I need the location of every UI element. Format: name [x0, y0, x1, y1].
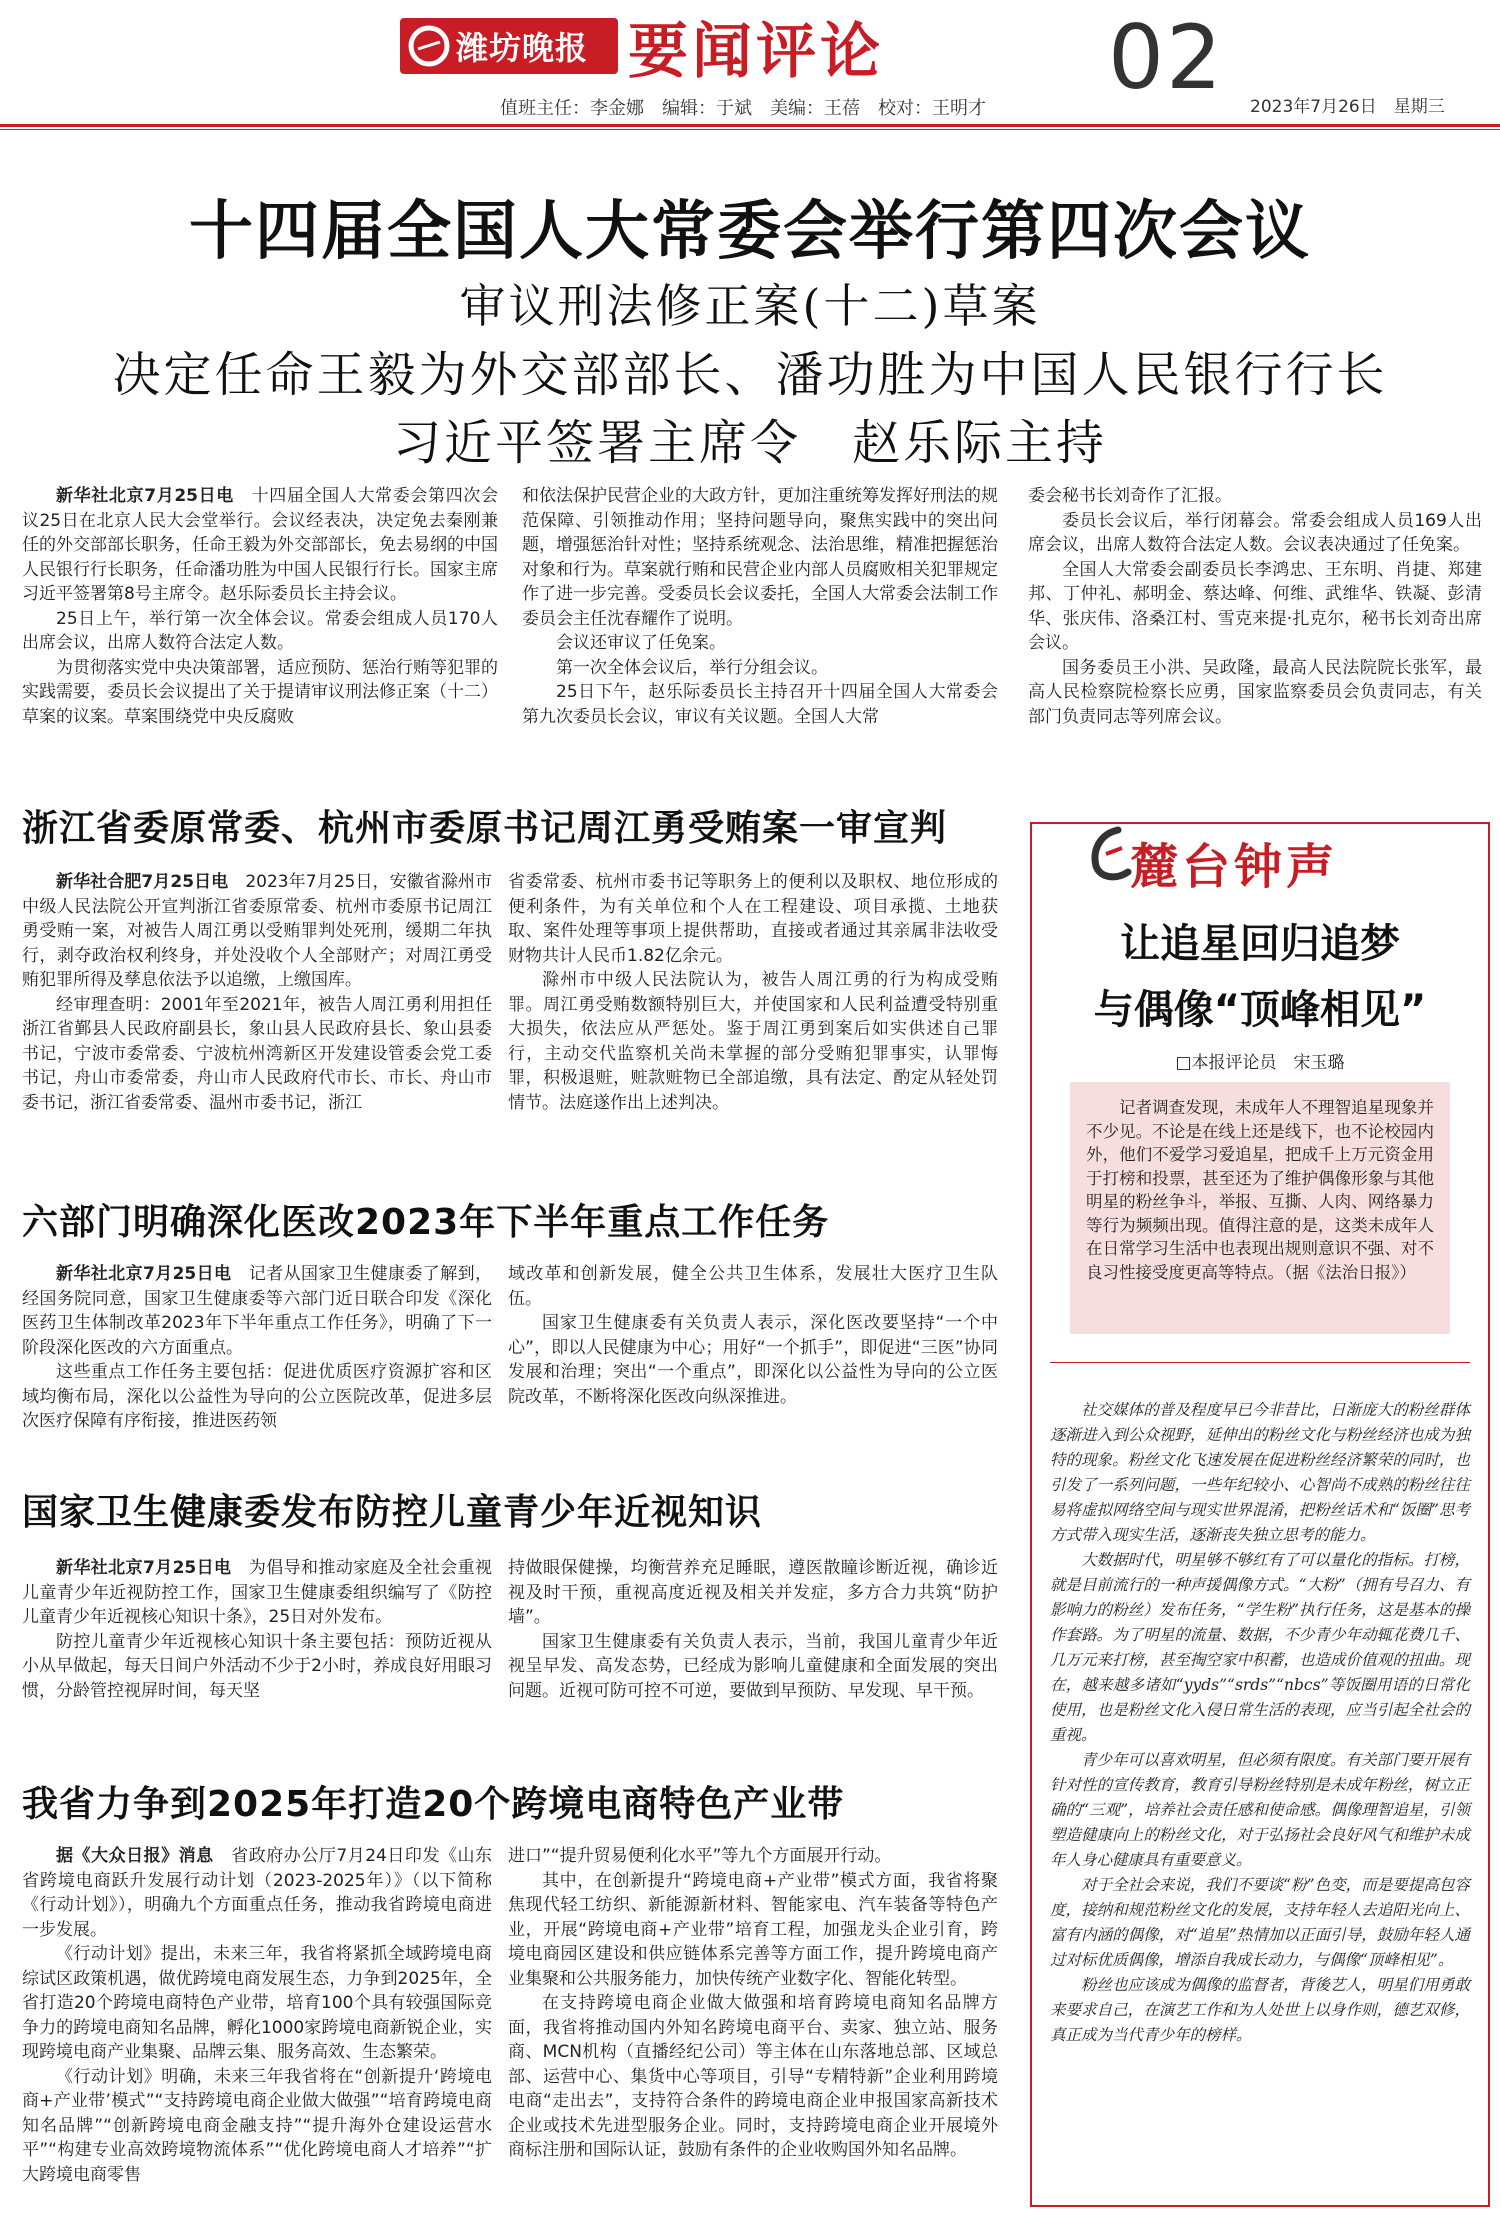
lead-subheadline-2: 决定任命王毅为外交部部长、潘功胜为中国人民银行行长 [112, 347, 1388, 403]
lead-subheadline-3: 习近平签署主席令 赵乐际主持 [392, 415, 1107, 471]
article-2-column-1 [22, 870, 492, 1115]
paragraph: 国家卫生健康委有关负责人表示，当前，我国儿童青少年近视呈早发、高发态势，已经成为影响儿童健康和全面发展的突出问题。近视可防可控不可逆，要做到早预防、早发现、早干预。 [508, 1631, 998, 1701]
commentary-divider [1050, 1362, 1470, 1363]
page-date: 2023年7月26日 星期三 [1250, 97, 1445, 117]
paragraph: 《行动计划》明确，未来三年我省将在“创新提升‘跨境电商+产业带’模式”“支持跨境电商企业做大做强”“培育跨境电商知名品牌”“创新跨境电商金融支持”“提升海外仓建设运营水平”“构建专业高效跨境物流体系”“优化跨境电商人才培养”“扩大跨境电商零售 [22, 2066, 492, 2185]
article-3-headline: 六部门明确深化医改2023年下半年重点工作任务 [22, 1202, 830, 1243]
commentary-column-brand: 麓台钟声 [1130, 839, 1339, 895]
lead-subheadline-1: 审议刑法修正案(十二)草案 [459, 279, 1041, 333]
commentary-quote-box [1070, 1082, 1450, 1334]
paragraph: 新华社北京7月25日电 为倡导和推动家庭及全社会重视儿童青少年近视防控工作，国家卫生健康委组织编写了《防控儿童青少年近视核心知识十条》，25日对外发布。 [22, 1558, 492, 1627]
paragraph: 进口”“提升贸易便利化水平”等九个方面展开行动。 [508, 1846, 892, 1866]
paragraph: 滁州市中级人民法院认为，被告人周江勇的行为构成受贿罪。周江勇受贿数额特别巨大，并使国家和人民利益遭受特别重大损失，依法应从严惩处。鉴于周江勇到案后如实供述自己罪行，主动交代监察机关尚未掌握的部分受贿犯罪事实，认罪悔罪，积极退赃，赃款赃物已全部追缴，具有法定、酌定从轻处罚情节。法庭遂作出上述判决。 [508, 970, 998, 1113]
article-5-column-2 [508, 1844, 998, 2163]
commentary-title-line-2: 与偶像“顶峰相见” [1093, 987, 1427, 1033]
article-2-column-2 [508, 870, 998, 1115]
dateline: 据《大众日报》消息 [56, 1846, 214, 1866]
brush-stroke-icon [1088, 826, 1136, 882]
paragraph: 为贯彻落实党中央决策部署，适应预防、惩治行贿等犯罪的实践需要，委员长会议提出了关于提请审议刑法修正案（十二）草案的议案。草案围绕党中央反腐败 [22, 657, 498, 727]
article-3-column-1 [22, 1262, 492, 1434]
paragraph: 国家卫生健康委有关负责人表示，深化医改要坚持“一个中心”，即以人民健康为中心；用好“一个抓手”，即促进“三医”协同发展和治理；突出“一个重点”，即深化以公益性为导向的公立医院改革，不断将深化医改向纵深推进。 [508, 1313, 998, 1407]
dateline: 新华社北京7月25日电 [56, 1558, 232, 1578]
paragraph: 防控儿童青少年近视核心知识十条主要包括：预防近视从小从早做起，每天日间户外活动不少于2小时，养成良好用眼习惯，分龄管控视屏时间，每天坚 [22, 1631, 492, 1701]
article-3-column-2 [508, 1262, 998, 1409]
lead-article-column-3 [1028, 484, 1482, 729]
paragraph: 经审理查明：2001年至2021年，被告人周江勇利用担任浙江省鄞县人民政府副县长，象山县人民政府县长、象山县委书记，宁波市委常委、宁波杭州湾新区开发建设管委会党工委书记，舟山市委常委，舟山市人民政府代市长、市长、舟山市委书记，浙江省委常委、温州市委书记，浙江 [22, 994, 492, 1113]
staff-credits: 值班主任：李金娜 编辑：于斌 美编：王蓓 校对：王明才 [500, 98, 986, 119]
commentary-paragraph: 青少年可以喜欢明星，但必须有限度。有关部门要开展有针对性的宣传教育，教育引导粉丝特别是未成年粉丝，树立正确的“三观”，培养社会责任感和使命感。偶像理智追星，引领塑造健康向上的粉丝文化，对于弘扬社会良好风气和维护未成年人身心健康具有重要意义。 [1050, 1751, 1470, 1869]
lead-headline: 十四届全国人大常委会举行第四次会议 [189, 195, 1311, 269]
commentary-paragraph: 社交媒体的普及程度早已今非昔比，日渐庞大的粉丝群体逐渐进入到公众视野，延伸出的粉丝文化与粉丝经济也成为独特的现象。粉丝文化飞速发展在促进粉丝经济繁荣的同时，也引发了一系列问题，一些年纪较小、心智尚不成熟的粉丝往往易将虚拟网络空间与现实世界混淆，把粉丝话术和“饭圈”思考方式带入现实生活，逐渐丧失独立思考的能力。 [1050, 1401, 1470, 1544]
paragraph: 这些重点工作任务主要包括：促进优质医疗资源扩容和区域均衡布局，深化以公益性为导向的公立医院改革，促进多层次医疗保障有序衔接，推进医药领 [22, 1362, 492, 1431]
paragraph: 委会秘书长刘奇作了汇报。 [1028, 486, 1232, 506]
commentary-author: □本报评论员 宋玉璐 [1175, 1053, 1345, 1073]
article-4-column-2 [508, 1556, 998, 1703]
paragraph: 新华社北京7月25日电 十四届全国人大常委会第四次会议25日在北京人民大会堂举行。会议经表决，决定免去秦刚兼任的外交部部长职务，任命王毅为外交部部长，免去易纲的中国人民银行行长职务，任命潘功胜为中国人民银行行长。国家主席习近平签署第8号主席令。赵乐际委员长主持会议。 [22, 486, 498, 604]
dateline: 新华社北京7月25日电 [56, 486, 234, 506]
paragraph: 国务委员王小洪、吴政隆，最高人民法院院长张军，最高人民检察院检察长应勇，国家监察委员会负责同志，有关部门负责同志等列席会议。 [1028, 657, 1482, 727]
paragraph: 第一次全体会议后，举行分组会议。 [556, 657, 828, 678]
article-4-column-1 [22, 1556, 492, 1703]
article-5-column-1 [22, 1844, 492, 2187]
commentary-quote-text: 记者调查发现，未成年人不理智追星现象并不少见。不论是在线上还是线下，也不论校园内外，他们不爱学习爱追星，把成千上万元资金用于打榜和投票，甚至还为了维护偶像形象与其他明星的粉丝争斗，举报、互撕、人肉、网络暴力等行为频频出现。值得注意的是，这类未成年人在日常学习生活中也表现出规则意识不强、对不良习性接受度更高等特点。（据《法治日报》） [1086, 1098, 1434, 1282]
commentary-title-line-1: 让追星回归追梦 [1120, 921, 1400, 967]
newspaper-logo-icon [406, 23, 452, 69]
article-4-headline: 国家卫生健康委发布防控儿童青少年近视知识 [22, 1492, 763, 1533]
paragraph: 25日下午，赵乐际委员长主持召开十四届全国人大常委会第九次委员长会议，审议有关议题。全国人大常 [522, 682, 998, 727]
commentary-body [1050, 1398, 1470, 2048]
masthead-rule-thin [0, 129, 1500, 130]
commentary-paragraph: 对于全社会来说，我们不要谈“粉”色变，而是要提高包容度，接纳和规范粉丝文化的发展，支持年轻人去追阳光向上、富有内涵的偶像，对“追星”热情加以正面引导，鼓励年轻人通过对标优质偶像，增添自我成长动力，与偶像“顶峰相见”。 [1050, 1876, 1470, 1969]
paragraph: 委员长会议后，举行闭幕会。常委会组成人员169人出席会议，出席人数符合法定人数。会议表决通过了任免案。 [1028, 510, 1482, 555]
paragraph: 会议还审议了任免案。 [556, 633, 726, 653]
paragraph: 省委常委、杭州市委书记等职务上的便利以及职权、地位形成的便利条件，为有关单位和个人在工程建设、项目承揽、土地获取、案件处理等事项上提供帮助，直接或者通过其亲属非法收受财物共计人民币1.82亿余元。 [508, 872, 998, 966]
lead-article-column-1 [22, 484, 498, 729]
paragraph: 域改革和创新发展，健全公共卫生体系，发展壮大医疗卫生队伍。 [508, 1264, 998, 1309]
article-2-headline: 浙江省委原常委、杭州市委原书记周江勇受贿案一审宣判 [22, 808, 948, 849]
page-number: 02 [1108, 6, 1224, 109]
commentary-paragraph: 大数据时代，明星够不够红有了可以量化的指标。打榜，就是目前流行的一种声援偶像方式。“大粉”（拥有号召力、有影响力的粉丝）发布任务，“学生粉”执行任务，这是基本的操作套路。为了明星的流量、数据，不少青少年动辄花费几千、几万元来打榜，甚至掏空家中积蓄，也造成价值观的扭曲。现在，越来越多诸如“yyds”“srds”“nbcs”等饭圈用语的日常化使用，也是粉丝文化入侵日常生活的表现，应当引起全社会的重视。 [1050, 1551, 1470, 1744]
paragraph: 新华社合肥7月25日电 2023年7月25日，安徽省滁州市中级人民法院公开宣判浙江省委原常委、杭州市委原书记周江勇受贿一案，对被告人周江勇以受贿罪判处死刑，缓期二年执行，剥夺政治权利终身，并处没收个人全部财产；对周江勇受贿犯罪所得及孳息依法予以追缴，上缴国库。 [22, 872, 492, 990]
masthead-logo [400, 18, 618, 74]
paragraph: 在支持跨境电商企业做大做强和培育跨境电商知名品牌方面，我省将推动国内外知名跨境电商平台、卖家、独立站、服务商、MCN机构（直播经纪公司）等主体在山东落地总部、区域总部、运营中心、集货中心等项目，引导“专精特新”企业利用跨境电商“走出去”，支持符合条件的跨境电商企业申报国家高新技术企业或技术先进型服务企业。同时，支持跨境电商企业开展境外商标注册和国际认证，鼓励有条件的企业收购国外知名品牌。 [508, 1993, 998, 2160]
paragraph: 25日上午，举行第一次全体会议。常委会组成人员170人出席会议，出席人数符合法定人数。 [22, 608, 498, 653]
paragraph: 《行动计划》提出，未来三年，我省将紧抓全域跨境电商综试区政策机遇，做优跨境电商发展生态，力争到2025年，全省打造20个跨境电商特色产业带，培育100个具有较强国际竞争力的跨境电商知名品牌，孵化1000家跨境电商新锐企业，实现跨境电商产业集聚、品牌云集、服务高效、生态繁荣。 [22, 1944, 492, 2062]
lead-article-column-2 [522, 484, 998, 729]
masthead-rule [0, 124, 1500, 127]
dateline: 新华社北京7月25日电 [56, 1264, 232, 1284]
article-5-headline: 我省力争到2025年打造20个跨境电商特色产业带 [22, 1784, 845, 1825]
section-title: 要闻评论 [628, 17, 884, 87]
paragraph: 其中，在创新提升“跨境电商+产业带”模式方面，我省将聚焦现代轻工纺织、新能源新材料、智能家电、汽车装备等特色产业，开展“跨境电商+产业带”培育工程，加强龙头企业引育，跨境电商园区建设和供应链体系完善等方面工作，提升跨境电商产业集聚和公共服务能力，加快传统产业数字化、智能化转型。 [508, 1870, 998, 1989]
dateline: 新华社合肥7月25日电 [56, 872, 229, 892]
newspaper-name: 潍坊晚报 [456, 29, 589, 67]
paragraph: 和依法保护民营企业的大政方针，更加注重统筹发挥好刑法的规范保障、引领推动作用；坚持问题导向，聚焦实践中的突出问题，增强惩治针对性；坚持系统观念、法治思维，精准把握惩治对象和行为。草案就行贿和民营企业内部人员腐败相关犯罪规定作了进一步完善。受委员长会议委托，全国人大常委会法制工作委员会主任沈春耀作了说明。 [522, 486, 998, 629]
paragraph: 据《大众日报》消息 省政府办公厅7月24日印发《山东省跨境电商跃升发展行动计划（2023-2025年）》（以下简称《行动计划》），明确九个方面重点任务，推动我省跨境电商进一步发展。 [22, 1846, 493, 1940]
commentary-paragraph: 粉丝也应该成为偶像的监督者，背後艺人，明星们用勇敢来要求自己，在演艺工作和为人处世上以身作则，德艺双修，真正成为当代青少年的榜样。 [1050, 1976, 1470, 2044]
paragraph: 持做眼保健操，均衡营养充足睡眠，遵医散瞳诊断近视，确诊近视及时干预，重视高度近视及相关并发症，多方合力共筑“防护墙”。 [508, 1558, 998, 1627]
paragraph: 新华社北京7月25日电 记者从国家卫生健康委了解到，经国务院同意，国家卫生健康委等六部门近日联合印发《深化医药卫生体制改革2023年下半年重点工作任务》，明确了下一阶段深化医改的六方面重点。 [22, 1264, 492, 1358]
paragraph: 全国人大常委会副委员长李鸿忠、王东明、肖捷、郑建邦、丁仲礼、郝明金、蔡达峰、何维、武维华、铁凝、彭清华、张庆伟、洛桑江村、雪克来提·扎克尔，秘书长刘奇出席会议。 [1028, 559, 1482, 653]
